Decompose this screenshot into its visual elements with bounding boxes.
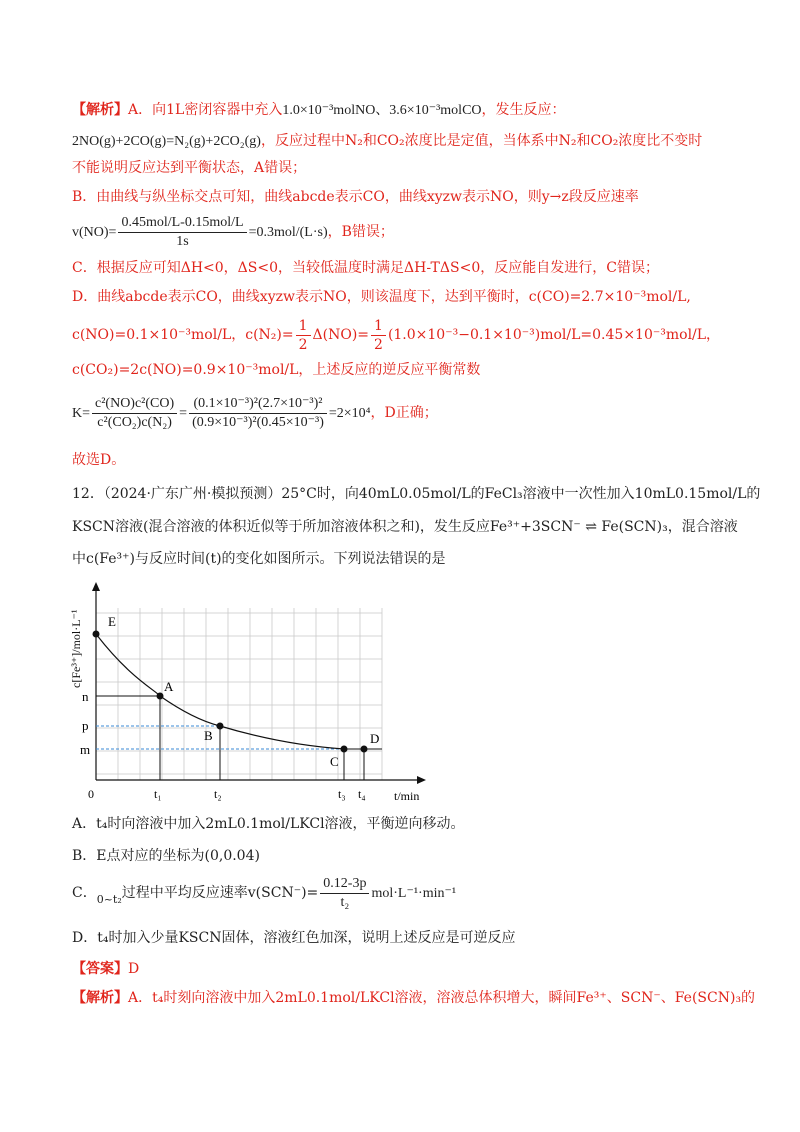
analysis-a-amounts: 1.0×10⁻³molNO、3.6×10⁻³molCO <box>282 103 482 118</box>
analysis-bottom-line <box>72 988 755 1008</box>
half-den-2: 2 <box>374 336 383 353</box>
k-fraction-2 <box>189 395 327 432</box>
y-tick-p: p <box>82 718 89 733</box>
label-d: D <box>370 731 380 746</box>
k-frac2-num: (0.1×10⁻³)²(2.7×10⁻³)² <box>189 395 327 414</box>
answer-value: D <box>128 961 140 977</box>
y-axis-label: c[Fe³⁺]/mol·L⁻¹ <box>69 609 83 688</box>
analysis-bottom-label: 【解析】 <box>72 990 128 1006</box>
x-origin: 0 <box>88 787 94 801</box>
option-b: B．E点对应的坐标为(0,0.04) <box>72 848 260 864</box>
rate-fraction <box>118 214 246 251</box>
answer-line <box>72 959 139 979</box>
x-tick-t1: t₁ <box>154 787 162 801</box>
k-fraction-1 <box>92 395 177 432</box>
k-frac1-den: c²(CO₂)c(N₂) <box>97 414 172 430</box>
label-e: E <box>108 614 116 629</box>
d2-a: c(NO)=0.1×10⁻³mol/L，c(N₂)= <box>72 327 294 343</box>
analysis-line-a3: 不能说明反应达到平衡状态，A错误； <box>72 160 307 176</box>
answer-label: 【答案】 <box>72 961 128 977</box>
analysis-line-d3: c(CO₂)=2c(NO)=0.9×10⁻³mol/L，上述反应的逆反应平衡常数 <box>72 362 481 378</box>
half-den: 2 <box>298 336 308 353</box>
analysis-bottom-text: A．t₄时刻向溶液中加入2mL0.1mol/LKCl溶液，溶液总体积增大，瞬间Fe³⁺、SCN⁻、Fe(SCN)₃的 <box>128 990 756 1006</box>
option-c <box>72 872 456 921</box>
k-lhs: K= <box>72 406 91 421</box>
y-tick-n: n <box>82 689 89 704</box>
point-c <box>341 746 348 753</box>
label-a: A <box>164 679 174 694</box>
rate-lhs: v(NO)= <box>72 225 117 240</box>
analysis-line-d2 <box>72 315 720 355</box>
option-d: D．t₄时加入少量KSCN固体，溶液红色加深，说明上述反应是可逆反应 <box>72 930 516 946</box>
option-a: A．t₄时向溶液中加入2mL0.1mol/LKCl溶液，平衡逆向移动。 <box>72 816 465 832</box>
half-fraction-2 <box>371 317 386 354</box>
option-c-head: C． <box>72 885 97 901</box>
rate-rhs: =0.3mol/(L·s) <box>248 225 328 240</box>
half-num: 1 <box>296 317 311 336</box>
k-frac2-den: (0.9×10⁻³)²(0.45×10⁻³) <box>192 414 324 430</box>
x-axis-label: t/min <box>394 789 420 803</box>
x-tick-t3: t₃ <box>338 787 346 801</box>
analysis-a-cont: ，反应过程中N₂和CO₂浓度比是定值，当体系中N₂和CO₂浓度比不变时 <box>260 133 703 149</box>
k-equation: K= $\frac{\text{c²(NO)c²(CO)}}{\text{c²(CO₂)c(N₂)}}$ = $\frac{\text{(0.1×10⁻³)²(2.7×10⁻³)²}}{\text{(0.9×10⁻³)²(0.45×10⁻³)}}$ =2×10⁴，D正确； <box>72 395 438 430</box>
analysis-line-b1: B．由曲线与纵坐标交点可知，曲线abcde表示CO，曲线xyzw表示NO，则y→z段反应速率 <box>72 189 639 205</box>
option-c-text: 过程中平均反应速率v(SCN⁻)= <box>121 885 319 901</box>
analysis-label: 【解析】 <box>72 102 128 118</box>
y-tick-m: m <box>80 742 91 757</box>
option-c-den: t₂ <box>340 894 350 910</box>
fe-concentration-chart <box>60 578 440 803</box>
analysis-line-c: C．根据反应可知ΔH<0，ΔS<0，当较低温度时满足ΔH-TΔS<0，反应能自发进行，C错误； <box>72 260 659 276</box>
analysis-line-d1: D．曲线abcde表示CO，曲线xyzw表示NO，则该温度下，达到平衡时，c(CO)=2.7×10⁻³mol/L, <box>72 289 691 305</box>
x-axis-arrow-icon <box>417 776 426 784</box>
option-c-unit: mol·L⁻¹·min⁻¹ <box>371 886 457 901</box>
x-tick-t2: t₂ <box>214 787 222 801</box>
label-b: B <box>204 728 213 743</box>
option-c-fraction <box>320 875 369 912</box>
analysis-a-equation: 2NO(g)+2CO(g)=N₂(g)+2CO₂(g) <box>72 134 261 149</box>
option-c-num: 0.12-3p <box>320 875 369 894</box>
k-frac1-num: c²(NO)c²(CO) <box>92 395 177 414</box>
rate-denominator: 1s <box>176 233 189 249</box>
analysis-a-tail: ，发生反应： <box>481 102 566 118</box>
question-line-2: KSCN溶液(混合溶液的体积近似等于所加溶液体积之和)，发生反应Fe³⁺+3SCN⁻ ⇌ Fe(SCN)₃，混合溶液 <box>72 519 738 535</box>
label-c: C <box>330 754 339 769</box>
question-line-1: 12．（2024·广东广州·模拟预测）25°C时，向40mL0.05mol/L的FeCl₃溶液中一次性加入10mL0.15mol/L的 <box>72 486 761 502</box>
grid <box>96 608 382 780</box>
x-tick-t4: t₄ <box>358 787 366 801</box>
y-axis-arrow-icon <box>92 582 100 591</box>
rate-numerator: 0.45mol/L-0.15mol/L <box>118 214 246 233</box>
d2-b: Δ(NO)= <box>312 327 370 343</box>
analysis-a-head: A．向1L密闭容器中充入 <box>128 102 283 118</box>
point-e <box>93 631 100 638</box>
analysis-choose: 故选D。 <box>72 452 126 468</box>
analysis-line-a2 <box>72 131 702 152</box>
point-a <box>157 693 164 700</box>
point-b <box>217 723 224 730</box>
k-end: ，D正确； <box>370 405 438 421</box>
half-fraction <box>296 317 311 354</box>
analysis-line-a1 <box>72 100 566 121</box>
analysis-line-b2 <box>72 212 394 253</box>
half-num-2: 1 <box>371 317 386 336</box>
analysis-b-end: ，B错误； <box>327 224 394 240</box>
point-d <box>361 746 368 753</box>
question-line-3: 中c(Fe³⁺)与反应时间(t)的变化如图所示。下列说法错误的是 <box>72 551 446 567</box>
k-rhs: =2×10⁴ <box>328 406 371 421</box>
option-c-range: 0~t₂ <box>96 893 122 906</box>
d2-c: (1.0×10⁻³−0.1×10⁻³)mol/L=0.45×10⁻³mol/L， <box>387 327 721 343</box>
